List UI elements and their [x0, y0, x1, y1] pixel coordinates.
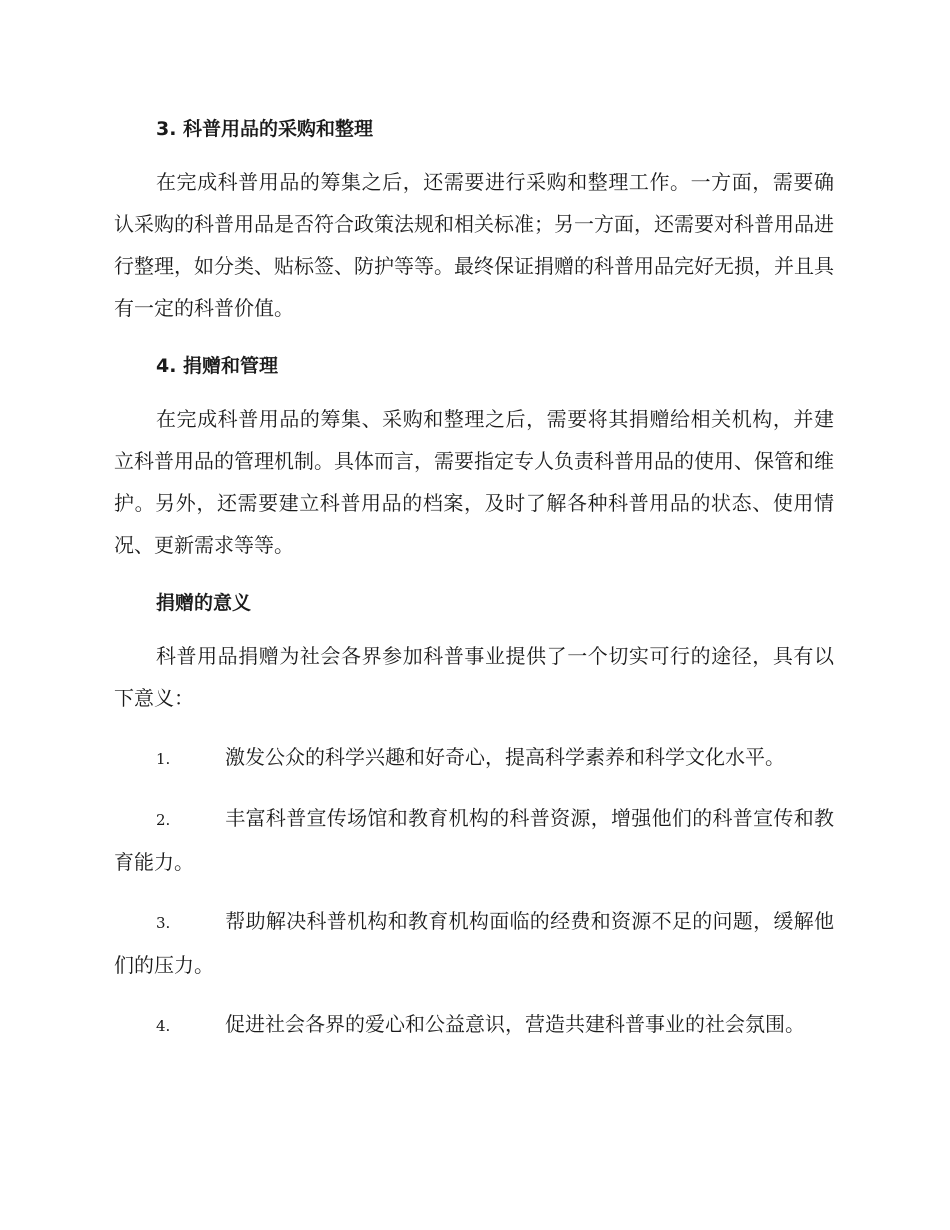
section-4-heading: 4. 捐赠和管理	[156, 355, 279, 377]
list-item-number: 1.	[156, 750, 171, 768]
list-item	[114, 797, 834, 883]
document-page	[114, 108, 834, 1047]
list-item-text: 丰富科普宣传场馆和教育机构的科普资源，增强他们的科普宣传和教育能力。	[114, 806, 834, 874]
section-3-body: 在完成科普用品的筹集之后，还需要进行采购和整理工作。一方面，需要确认采购的科普用品是否符合政策法规和相关标准；另一方面，还需要对科普用品进行整理，如分类、贴标签、防护等等。最终保证捐赠的科普用品完好无损，并且具有一定的科普价值。	[114, 170, 834, 320]
list-item	[114, 736, 834, 780]
list-item-number: 4.	[156, 1017, 171, 1035]
section-3-heading: 3. 科普用品的采购和整理	[156, 118, 374, 140]
list-item	[114, 900, 834, 986]
list-item-number: 3.	[156, 914, 171, 932]
list-item-text: 促进社会各界的爱心和公益意识，营造共建科普事业的社会氛围。	[225, 1012, 805, 1036]
list-item-number: 2.	[156, 811, 171, 829]
list-item-text: 激发公众的科学兴趣和好奇心，提高科学素养和科学文化水平。	[225, 745, 785, 769]
section-4-body: 在完成科普用品的筹集、采购和整理之后，需要将其捐赠给相关机构，并建立科普用品的管理机制。具体而言，需要指定专人负责科普用品的使用、保管和维护。另外，还需要建立科普用品的档案，及时了解各种科普用品的状态、使用情况、更新需求等等。	[114, 407, 834, 557]
significance-intro: 科普用品捐赠为社会各界参加科普事业提供了一个切实可行的途径，具有以下意义：	[114, 644, 834, 710]
list-item	[114, 1003, 834, 1047]
significance-heading: 捐赠的意义	[156, 592, 252, 614]
list-item-text: 帮助解决科普机构和教育机构面临的经费和资源不足的问题，缓解他们的压力。	[114, 909, 834, 977]
